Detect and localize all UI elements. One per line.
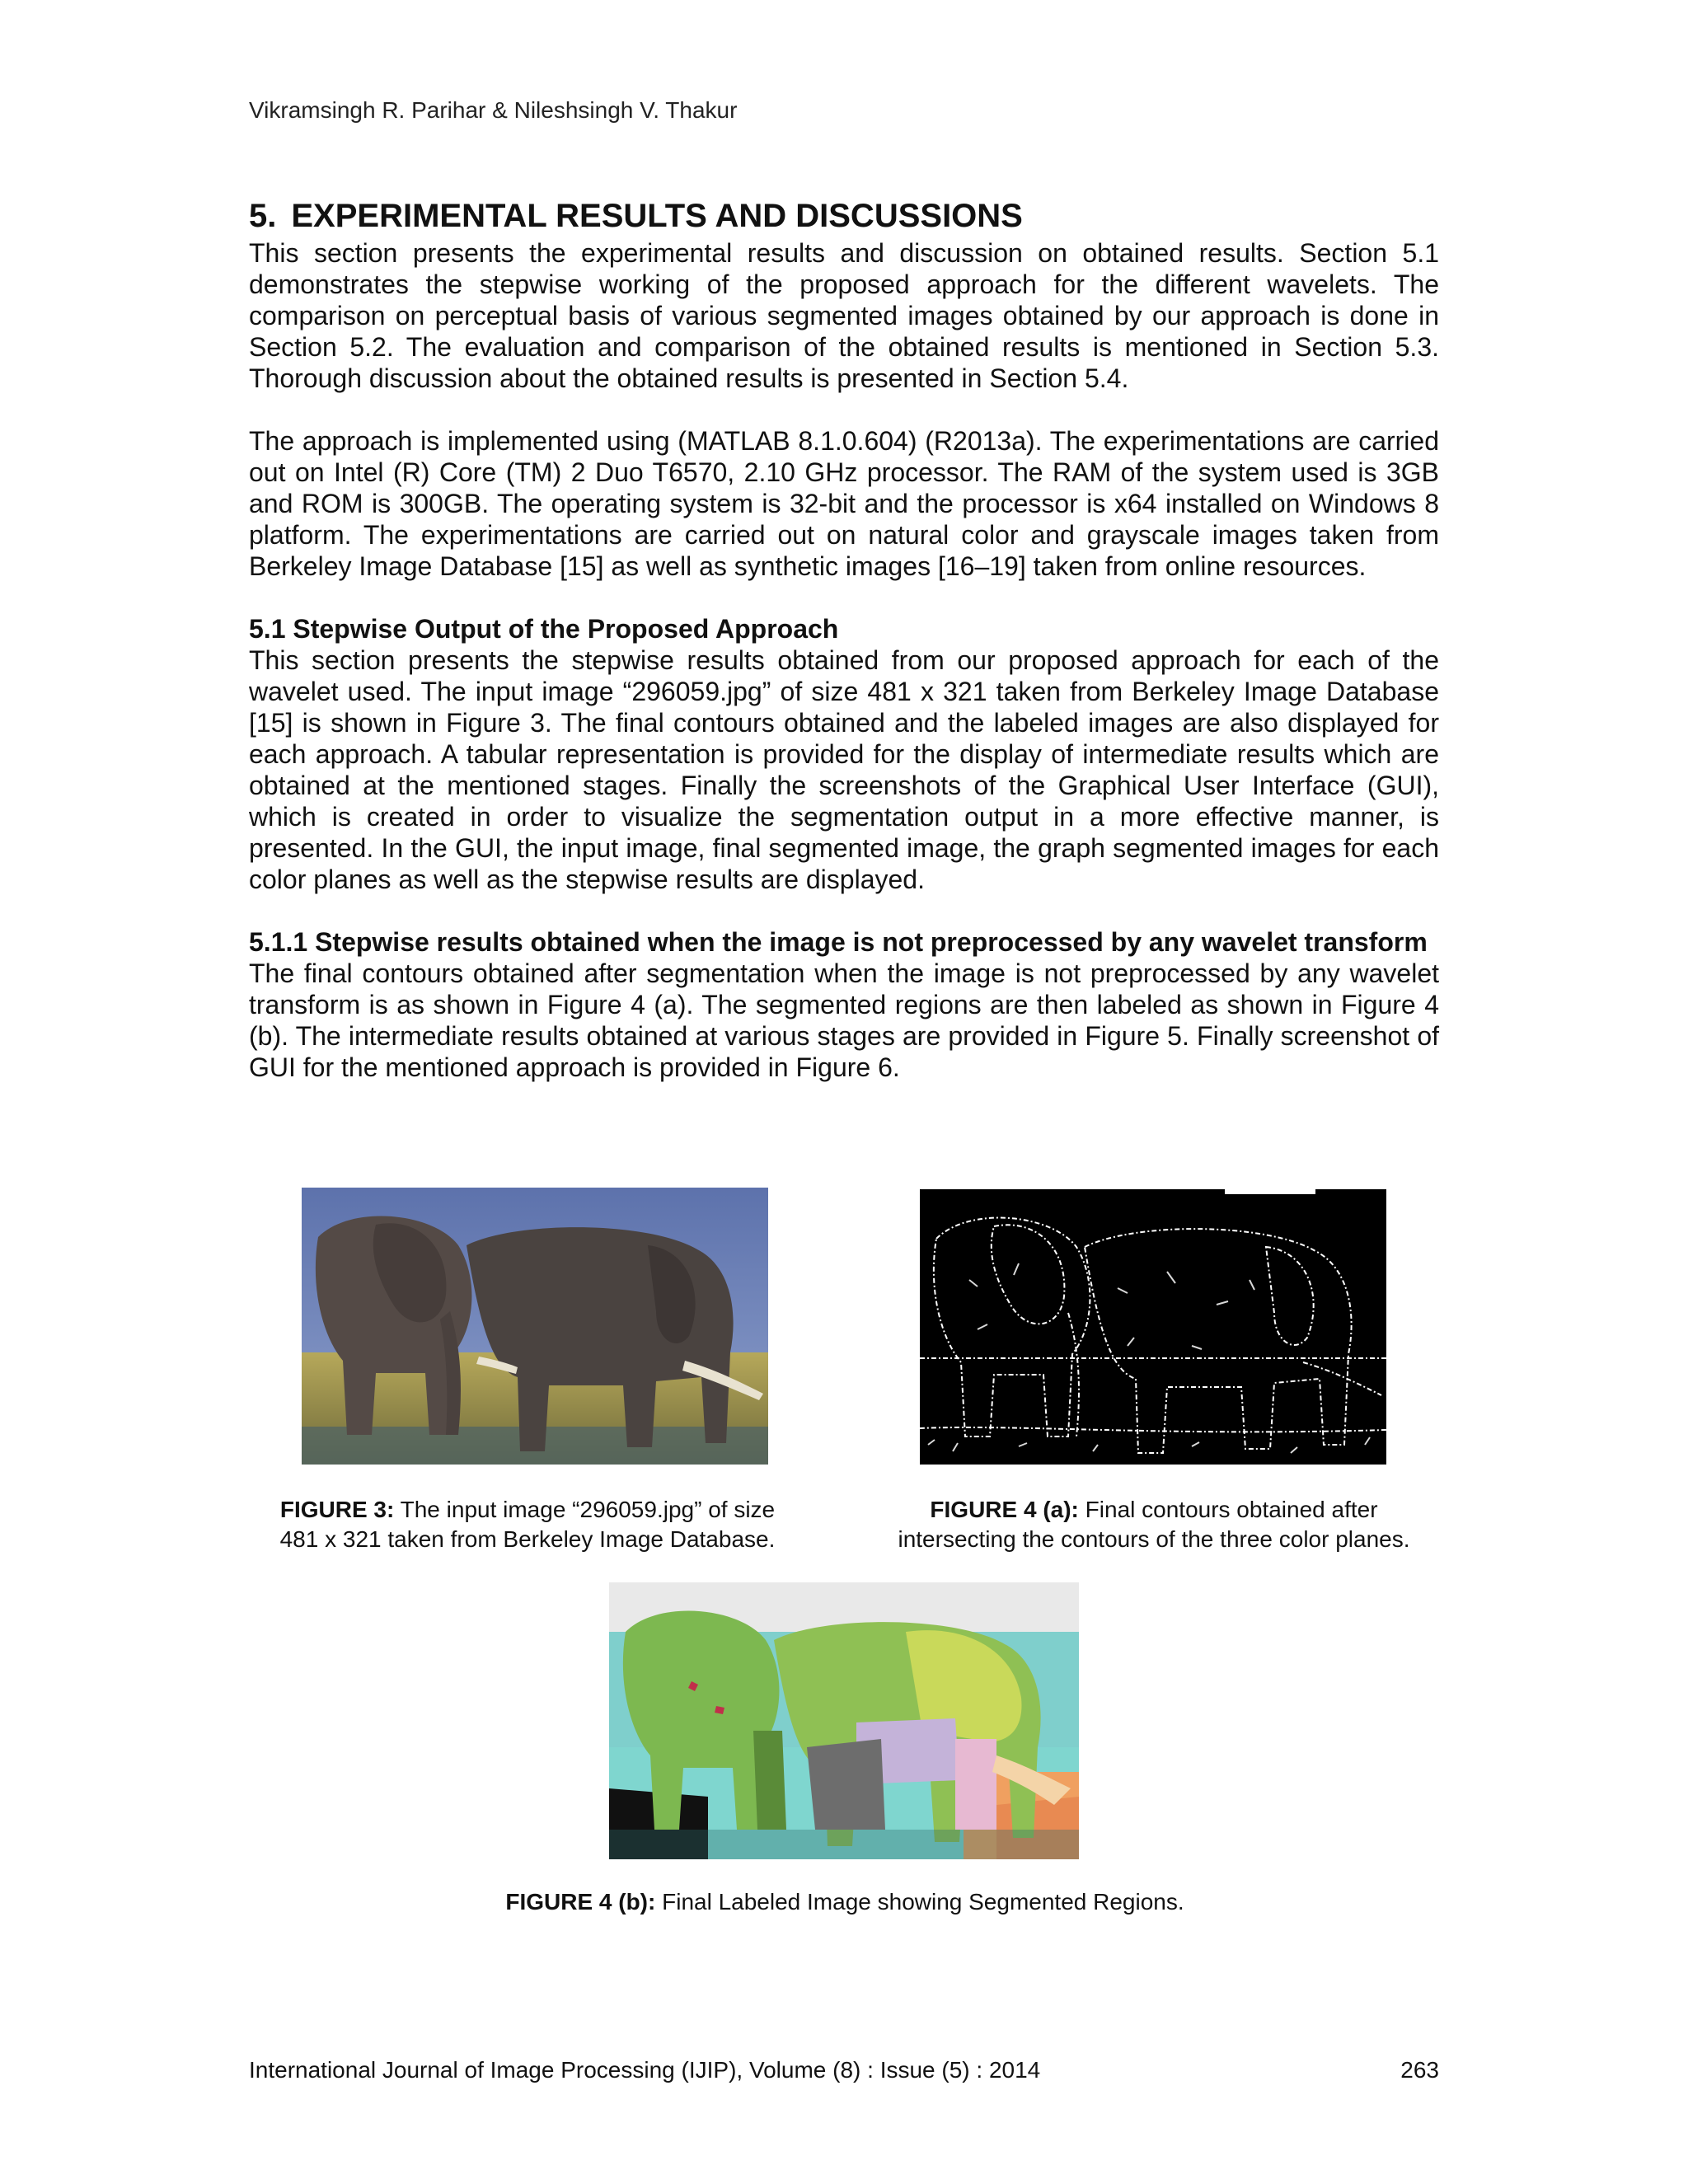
- figure-3-label: FIGURE 3:: [279, 1497, 395, 1522]
- figure-4a-caption-line1: Final contours obtained after: [1078, 1497, 1378, 1522]
- figure-3-caption-line2: 481 x 321 taken from Berkeley Image Database.: [279, 1526, 776, 1552]
- subsection-paragraph: This section presents the stepwise results obtained from our proposed approach for each of the wavelet used. The input image “296059.jpg” of size 481 x 321 taken from Berkeley Image Database [15] is shown in Figure 3. The final contours obtained and the labeled images are also displayed for each approach. A tabular representation is provided for the display of intermediate results which are obtained at the mentioned stages. Finally the screenshots of the Graphical User Interface (GUI), which is created in order to visualize the segmentation output in a more effective manner, is presented. In the GUI, the input image, final segmented image, the graph segmented images for each color planes as well as the stepwise results are displayed.: [249, 645, 1439, 894]
- section-paragraph-2: The approach is implemented using (MATLAB 8.1.0.604) (R2013a). The experimentations are carried out on Intel (R) Core (TM) 2 Duo T6570, 2.10 GHz processor. The RAM of the system used is 3GB and ROM is 300GB. The operating system is 32-bit and the processor is x64 installed on Windows 8 platform. The experimentations are carried out on natural color and grayscale images taken from Berkeley Image Database [15] as well as synthetic images [16–19] taken from online resources.: [249, 426, 1439, 581]
- figure-4a-contour-image: [920, 1189, 1386, 1465]
- subsection-title: 5.1 Stepwise Output of the Proposed Approach: [249, 614, 839, 644]
- main-content: [249, 198, 1439, 1083]
- figure-3-caption: [247, 1495, 808, 1554]
- figure-4a-caption-line2: intersecting the contours of the three color planes.: [898, 1526, 1410, 1552]
- figure-3-caption-line1: The input image “296059.jpg” of size: [394, 1497, 776, 1522]
- figure-4b-caption: [412, 1887, 1278, 1917]
- subsubsection-title: 5.1.1 Stepwise results obtained when the image is not preprocessed by any wavelet transform: [249, 927, 1428, 957]
- figure-4a-label: FIGURE 4 (a):: [930, 1497, 1079, 1522]
- page-number: 263: [1400, 2057, 1439, 2083]
- section-paragraph-1: This section presents the experimental results and discussion on obtained results. Section 5.1 demonstrates the stepwise working of the proposed approach for the different wavelets. The comparison on perceptual basis of various segmented images obtained by our approach is done in Section 5.2. The evaluation and comparison of the obtained results is mentioned in Section 5.3. Thorough discussion about the obtained results is presented in Section 5.4.: [249, 238, 1439, 393]
- journal-footer: International Journal of Image Processing (IJIP), Volume (8) : Issue (5) : 2014: [249, 2057, 1041, 2083]
- figure-4b-labeled-image: [609, 1582, 1079, 1859]
- page-footer: [249, 2057, 1439, 2083]
- figure-4b-label: FIGURE 4 (b):: [505, 1889, 656, 1915]
- subsubsection-paragraph: The final contours obtained after segmentation when the image is not preprocessed by any wavelet transform is as shown in Figure 4 (a). The segmented regions are then labeled as shown in Figure 4 (b). The intermediate results obtained at various stages are provided in Figure 5. Finally screenshot of GUI for the mentioned approach is provided in Figure 6.: [249, 958, 1439, 1082]
- running-head: Vikramsingh R. Parihar & Nileshsingh V. Thakur: [249, 97, 738, 123]
- section-title: [249, 198, 1439, 234]
- figure-4a-caption: [865, 1495, 1442, 1554]
- figure-4b-caption-text: Final Labeled Image showing Segmented Regions.: [655, 1889, 1184, 1915]
- figure-3-input-image: [302, 1188, 768, 1465]
- section-title-text: EXPERIMENTAL RESULTS AND DISCUSSIONS: [291, 198, 1023, 234]
- section-number: 5.: [249, 198, 277, 234]
